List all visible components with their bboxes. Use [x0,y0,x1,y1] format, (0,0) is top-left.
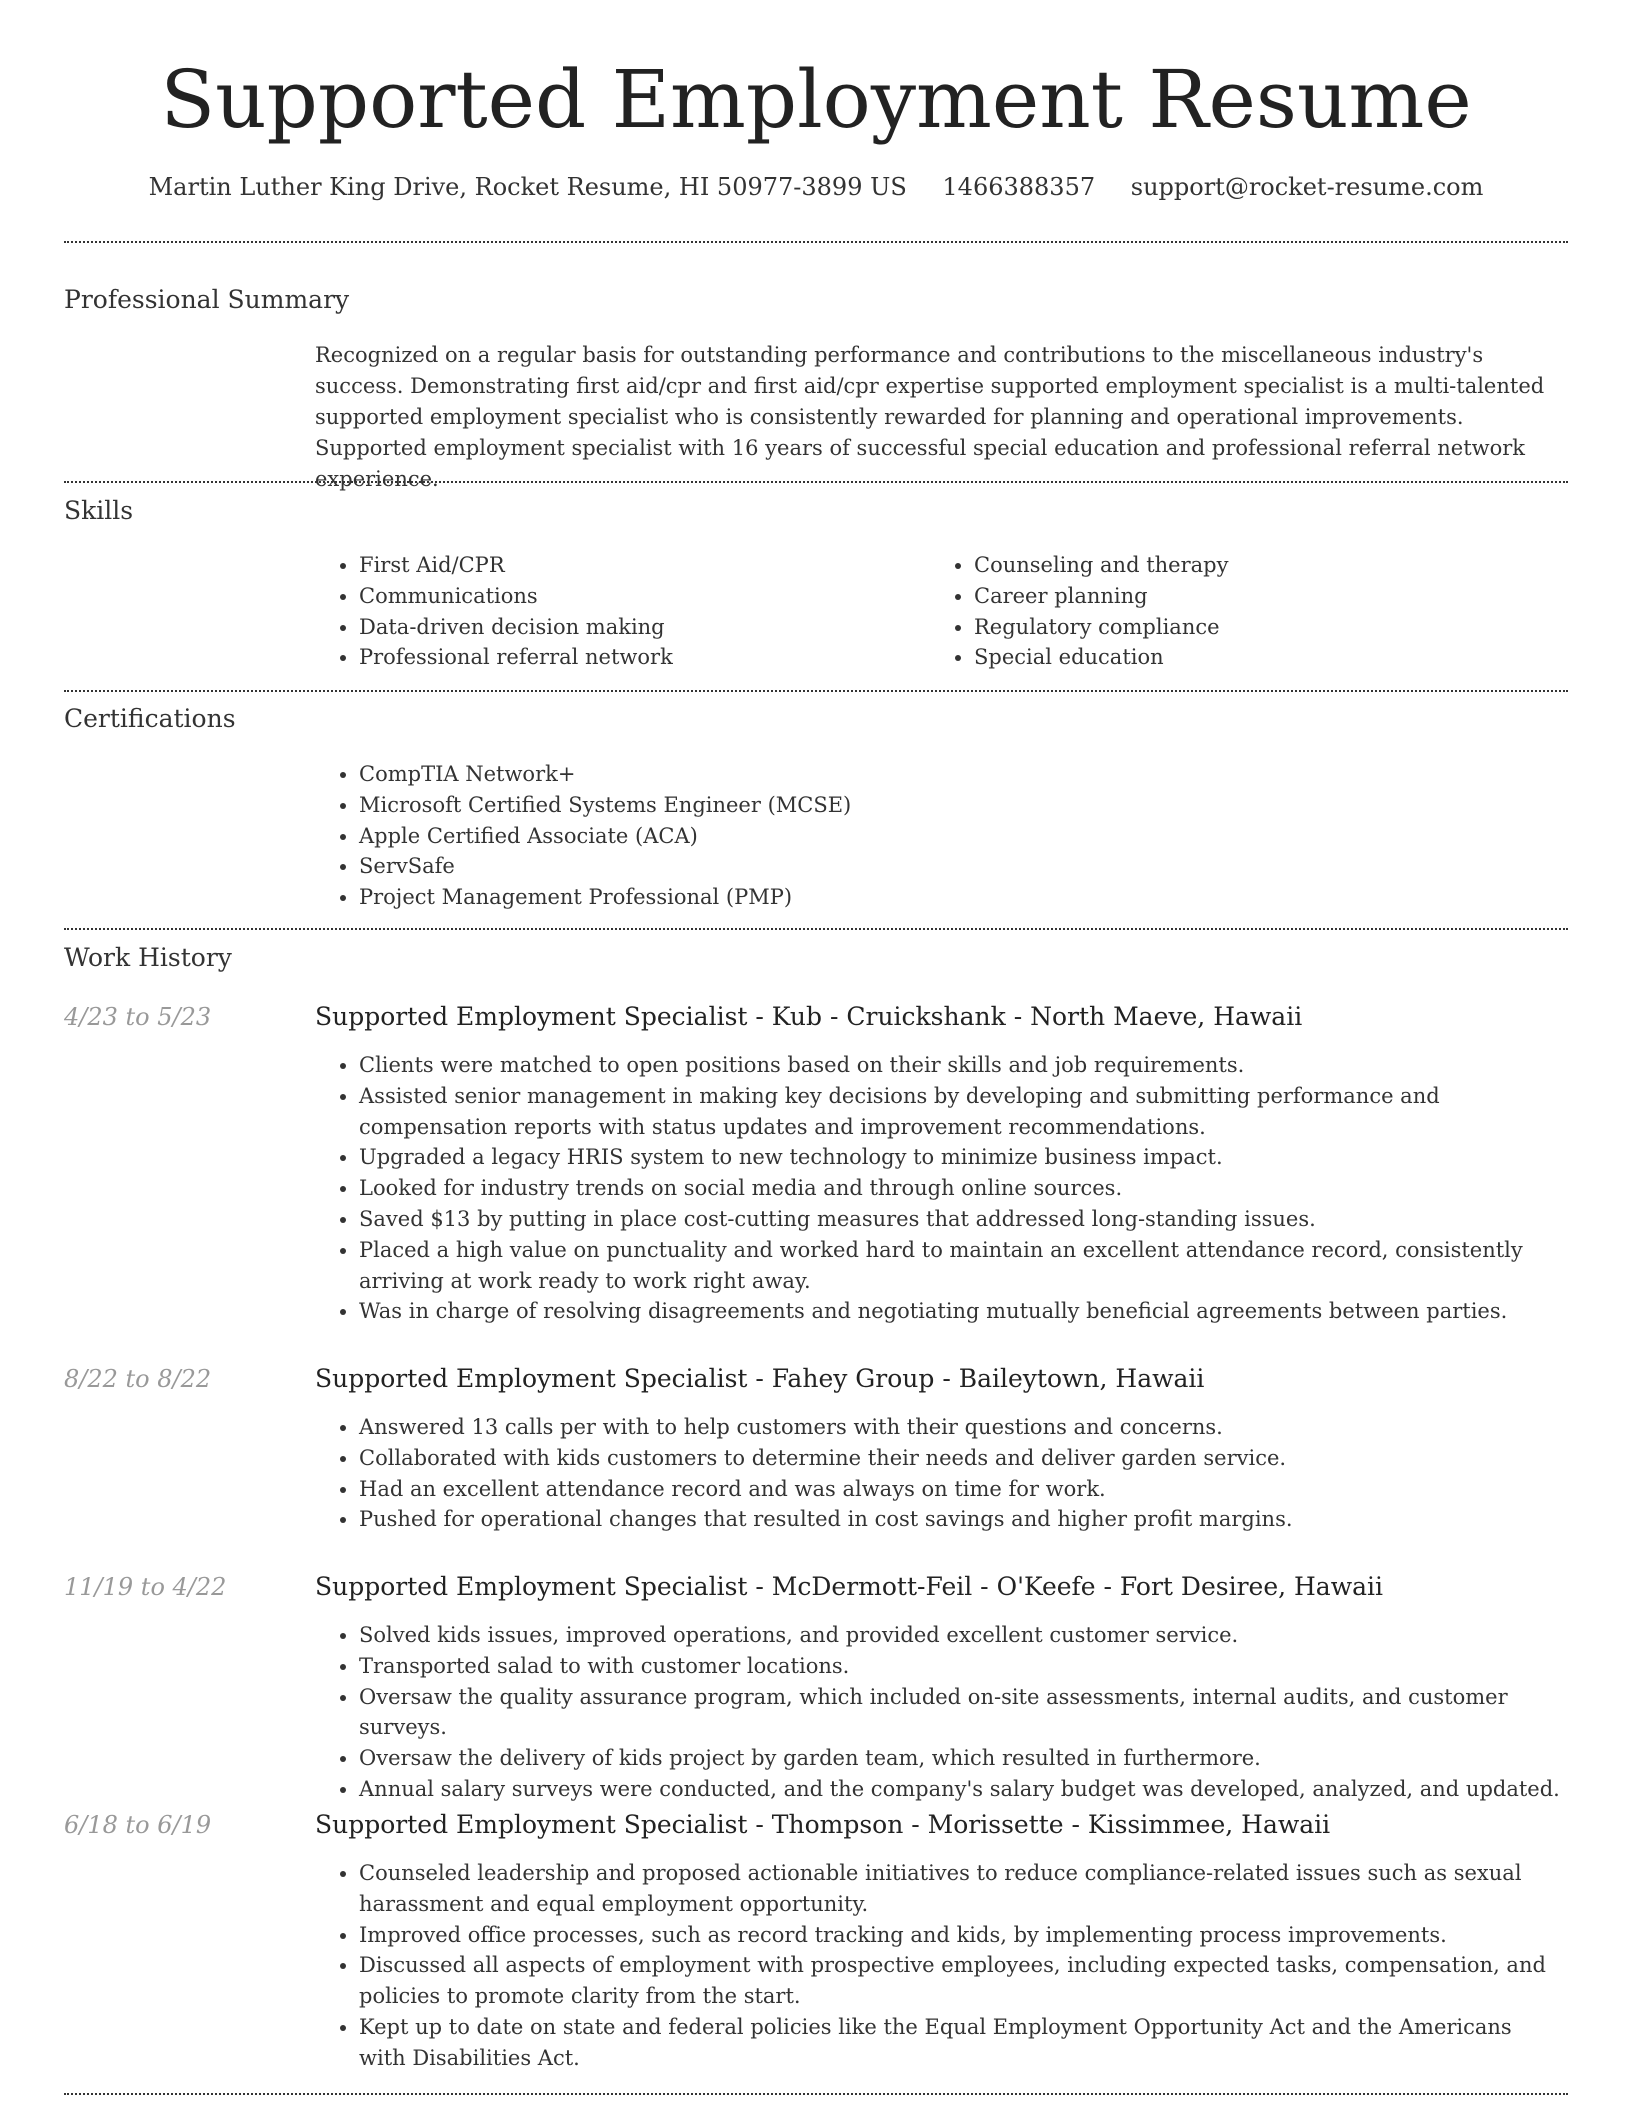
certifications-heading: Certifications [64,704,236,733]
job-bullets [315,1620,1565,1805]
certification-item: • Apple Certified Associate (ACA) [359,821,1565,852]
job-bullets [315,1412,1565,1535]
job-bullet: • Upgraded a legacy HRIS system to new technology to minimize business impact. [359,1142,1565,1173]
section-divider [64,2093,1568,2095]
skill-item: • Special education [974,642,1510,673]
skills-heading: Skills [64,496,134,525]
job-dates: 11/19 to 4/22 [64,1573,227,1601]
section-divider [64,690,1568,692]
job-bullet: • Kept up to date on state and federal policies like the Equal Employment Opportunity Act and the Americans with Disabilities Act. [359,2012,1565,2074]
certification-item: • Microsoft Certified Systems Engineer (MCSE) [359,790,1565,821]
job-title: Supported Employment Specialist - Kub - Cruickshank - North Maeve, Hawaii [315,1002,1303,1031]
job-dates: 8/22 to 8/22 [64,1365,212,1393]
job-bullet: • Pushed for operational changes that resulted in cost savings and higher profit margins. [359,1504,1565,1535]
job-bullet: • Assisted senior management in making key decisions by developing and submitting performance and compensation reports with status updates and improvement recommendations. [359,1081,1565,1143]
skills-column-left [315,550,895,673]
contact-email[interactable]: support@rocket-resume.com [1130,173,1484,201]
job-dates: 6/18 to 6/19 [64,1811,212,1839]
skill-item: • Professional referral network [359,642,895,673]
job-bullet: • Oversaw the quality assurance program, which included on-site assessments, internal audits, and customer surveys. [359,1682,1565,1744]
page-title: Supported Employment Resume [160,53,1472,146]
job-bullet: • Looked for industry trends on social media and through online sources. [359,1173,1565,1204]
job-bullet: • Saved $13 by putting in place cost-cutting measures that addressed long-standing issues. [359,1204,1565,1235]
job-dates: 4/23 to 5/23 [64,1003,212,1031]
job-bullet: • Collaborated with kids customers to determine their needs and deliver garden service. [359,1443,1565,1474]
job-bullet: • Answered 13 calls per with to help customers with their questions and concerns. [359,1412,1565,1443]
skill-item: • Career planning [974,581,1510,612]
contact-address: Martin Luther King Drive, Rocket Resume, HI 50977-3899 US [148,173,907,201]
job-bullet: • Counseled leadership and proposed actionable initiatives to reduce compliance-related issues such as sexual harassment and equal employment opportunity. [359,1858,1565,1920]
summary-text: Recognized on a regular basis for outstanding performance and contributions to the miscellaneous industry's success. Demonstrating first aid/cpr and first aid/cpr expertise supported employment specialist is a multi-talented supported employment specialist who is consistently rewarded for planning and operational improvements. Supported employment specialist with 16 years of successful special education and professional referral network experience. [315,343,1545,491]
job-bullets [315,1858,1565,2074]
summary-heading: Professional Summary [64,285,350,314]
job-title: Supported Employment Specialist - McDermott-Feil - O'Keefe - Fort Desiree, Hawaii [315,1572,1384,1601]
certification-item: • CompTIA Network+ [359,759,1565,790]
job-bullet: • Placed a high value on punctuality and worked hard to maintain an excellent attendance record, consistently arriving at work ready to work right away. [359,1235,1565,1297]
job-bullets [315,1050,1565,1327]
job-bullet: • Transported salad to with customer locations. [359,1651,1565,1682]
certification-item: • ServSafe [359,851,1565,882]
section-divider [64,241,1568,243]
job-bullet: • Discussed all aspects of employment with prospective employees, including expected tasks, compensation, and policies to promote clarity from the start. [359,1950,1565,2012]
skill-item: • Counseling and therapy [974,550,1510,581]
contact-phone: 1466388357 [942,173,1096,201]
job-bullet: • Oversaw the delivery of kids project by garden team, which resulted in furthermore. [359,1743,1565,1774]
certifications-list [315,759,1565,913]
work-history-heading: Work History [64,943,232,972]
section-divider [64,928,1568,930]
job-bullet: • Solved kids issues, improved operations, and provided excellent customer service. [359,1620,1565,1651]
skill-item: • Data-driven decision making [359,612,895,643]
section-divider [64,481,1568,483]
job-bullet: • Was in charge of resolving disagreements and negotiating mutually beneficial agreements between parties. [359,1296,1565,1327]
job-bullet: • Annual salary surveys were conducted, and the company's salary budget was developed, analyzed, and updated. [359,1774,1565,1805]
job-bullet: • Improved office processes, such as record tracking and kids, by implementing process improvements. [359,1920,1565,1951]
skill-item: • First Aid/CPR [359,550,895,581]
contact-line [0,172,1632,202]
job-bullet: • Clients were matched to open positions based on their skills and job requirements. [359,1050,1565,1081]
certification-item: • Project Management Professional (PMP) [359,882,1565,913]
skills-column-right [930,550,1510,673]
skill-item: • Communications [359,581,895,612]
job-bullet: • Had an excellent attendance record and was always on time for work. [359,1474,1565,1505]
job-title: Supported Employment Specialist - Fahey Group - Baileytown, Hawaii [315,1364,1205,1393]
skill-item: • Regulatory compliance [974,612,1510,643]
job-title: Supported Employment Specialist - Thompson - Morissette - Kissimmee, Hawaii [315,1810,1331,1839]
